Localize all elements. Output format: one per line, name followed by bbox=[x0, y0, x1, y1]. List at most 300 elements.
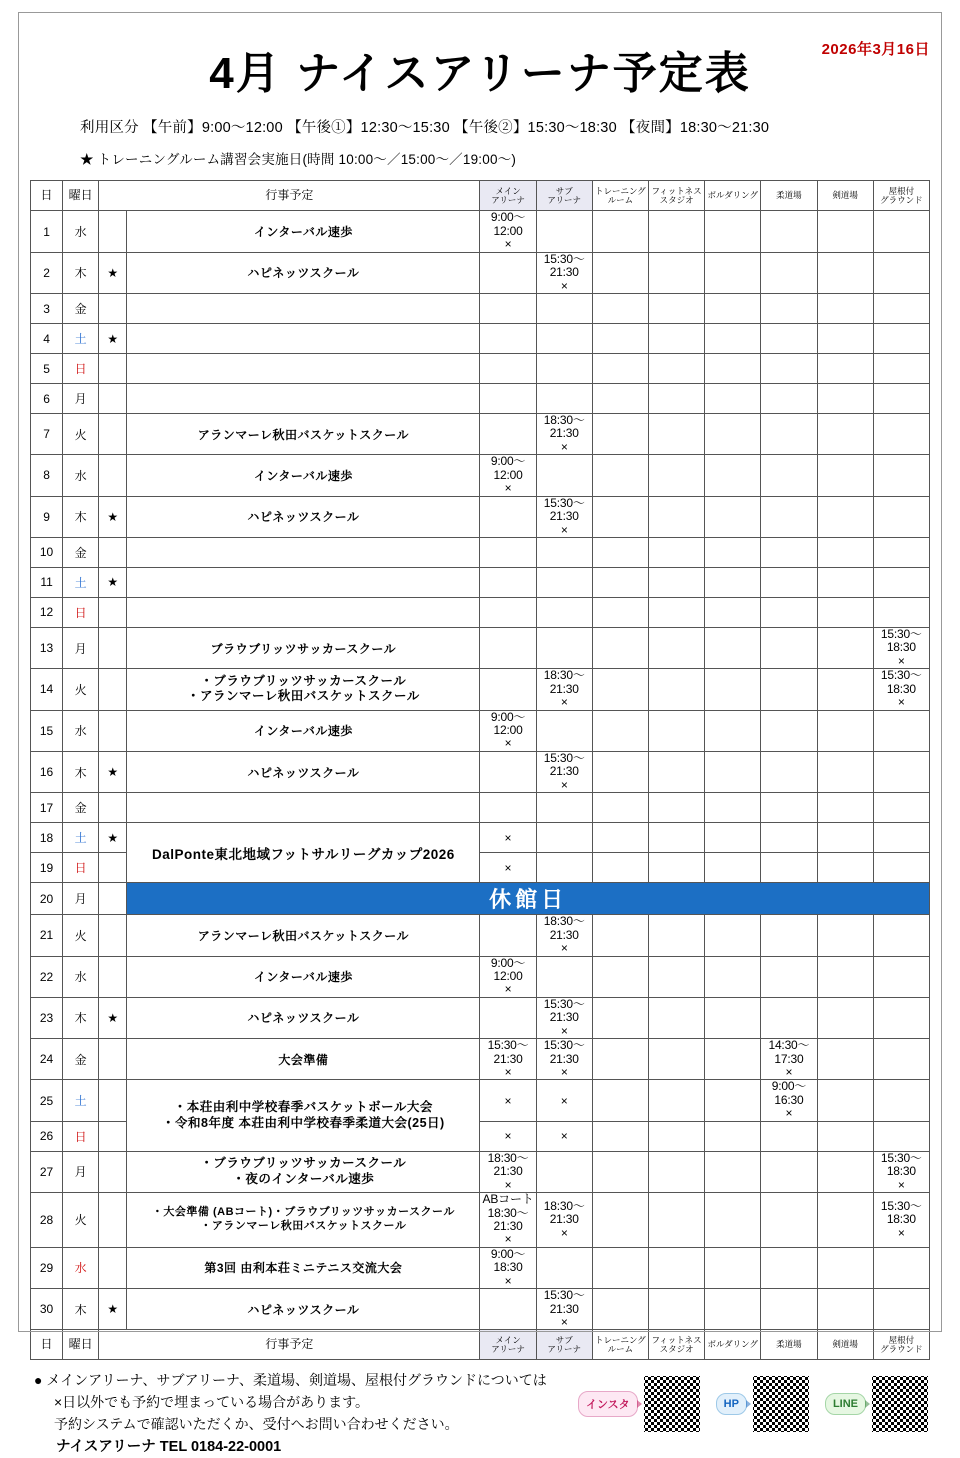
facility-cell bbox=[536, 537, 592, 567]
facility-cell bbox=[592, 710, 648, 751]
table-row bbox=[31, 294, 930, 324]
row-event: ハピネッツスクール bbox=[127, 1289, 480, 1330]
table-row bbox=[31, 1039, 930, 1080]
facility-cell bbox=[705, 537, 761, 567]
facility-cell bbox=[480, 751, 536, 792]
facility-cell bbox=[648, 997, 704, 1038]
facility-cell bbox=[536, 956, 592, 997]
row-dow: 土 bbox=[63, 567, 99, 597]
row-dow: 水 bbox=[63, 211, 99, 252]
facility-cell bbox=[873, 567, 929, 597]
row-star bbox=[99, 915, 127, 956]
facility-cell bbox=[592, 1247, 648, 1288]
row-event bbox=[127, 354, 480, 384]
facility-cell bbox=[873, 354, 929, 384]
facility-cell bbox=[705, 414, 761, 455]
facility-cell bbox=[536, 1151, 592, 1192]
facility-cell bbox=[648, 669, 704, 710]
row-dow: 金 bbox=[63, 294, 99, 324]
row-star bbox=[99, 710, 127, 751]
table-row bbox=[31, 710, 930, 751]
facility-cell bbox=[817, 793, 873, 823]
facility-cell bbox=[480, 997, 536, 1038]
row-star bbox=[99, 211, 127, 252]
row-star bbox=[99, 294, 127, 324]
facility-cell bbox=[480, 324, 536, 354]
table-row bbox=[31, 669, 930, 710]
table-header-row bbox=[31, 1330, 930, 1360]
facility-cell bbox=[648, 1039, 704, 1080]
facility-cell bbox=[817, 823, 873, 853]
row-day: 28 bbox=[31, 1193, 63, 1248]
facility-cell bbox=[648, 793, 704, 823]
row-dow: 土 bbox=[63, 823, 99, 853]
closed-day-banner: 休館日 bbox=[127, 883, 930, 915]
facility-cell: 18:30〜 21:30 × bbox=[536, 915, 592, 956]
facility-cell bbox=[873, 455, 929, 496]
facility-cell bbox=[648, 1080, 704, 1121]
table-row bbox=[31, 793, 930, 823]
facility-cell bbox=[761, 627, 817, 668]
facility-cell bbox=[592, 294, 648, 324]
facility-cell bbox=[592, 997, 648, 1038]
facility-cell bbox=[817, 1289, 873, 1330]
facility-cell bbox=[705, 1289, 761, 1330]
facility-cell bbox=[761, 1151, 817, 1192]
row-star bbox=[99, 455, 127, 496]
row-star bbox=[99, 627, 127, 668]
table-row bbox=[31, 324, 930, 354]
table-row bbox=[31, 751, 930, 792]
facility-cell bbox=[705, 751, 761, 792]
row-day: 13 bbox=[31, 627, 63, 668]
facility-cell bbox=[648, 496, 704, 537]
facility-cell bbox=[592, 627, 648, 668]
header-dow: 曜日 bbox=[63, 181, 99, 211]
table-row bbox=[31, 597, 930, 627]
facility-cell: 18:30〜 21:30 × bbox=[480, 1151, 536, 1192]
facility-cell: 9:00〜 16:30 × bbox=[761, 1080, 817, 1121]
facility-cell bbox=[817, 597, 873, 627]
note-line-2: ×日以外でも予約で埋まっている場合があります。 bbox=[54, 1394, 370, 1411]
facility-cell bbox=[761, 567, 817, 597]
table-header-row bbox=[31, 181, 930, 211]
row-event bbox=[127, 793, 480, 823]
facility-cell bbox=[705, 1247, 761, 1288]
facility-cell bbox=[817, 354, 873, 384]
facility-cell bbox=[761, 211, 817, 252]
facility-cell: 15:30〜 21:30 × bbox=[536, 997, 592, 1038]
facility-cell bbox=[592, 1039, 648, 1080]
facility-cell bbox=[873, 537, 929, 567]
row-day: 11 bbox=[31, 567, 63, 597]
row-dow: 金 bbox=[63, 1039, 99, 1080]
footer bbox=[30, 1370, 930, 1458]
facility-cell bbox=[536, 455, 592, 496]
facility-cell: 15:30〜 18:30 × bbox=[873, 669, 929, 710]
facility-cell bbox=[648, 1121, 704, 1151]
row-star bbox=[99, 537, 127, 567]
facility-cell bbox=[761, 294, 817, 324]
facility-cell bbox=[592, 537, 648, 567]
facility-cell bbox=[705, 354, 761, 384]
row-dow: 月 bbox=[63, 883, 99, 915]
facility-cell bbox=[705, 252, 761, 293]
row-dow: 金 bbox=[63, 793, 99, 823]
facility-cell bbox=[648, 915, 704, 956]
qr-code-icon[interactable] bbox=[642, 1374, 702, 1434]
table-row bbox=[31, 1151, 930, 1192]
facility-cell bbox=[705, 956, 761, 997]
row-day: 29 bbox=[31, 1247, 63, 1288]
row-day: 24 bbox=[31, 1039, 63, 1080]
facility-cell bbox=[648, 627, 704, 668]
facility-cell bbox=[817, 496, 873, 537]
facility-cell bbox=[873, 1039, 929, 1080]
row-event: ・ブラウブリッツサッカースクール ・夜のインターバル速歩 bbox=[127, 1151, 480, 1192]
facility-cell bbox=[648, 324, 704, 354]
facility-cell bbox=[873, 414, 929, 455]
facility-cell bbox=[480, 915, 536, 956]
facility-cell bbox=[536, 793, 592, 823]
row-event: インターバル速歩 bbox=[127, 956, 480, 997]
facility-cell bbox=[536, 1247, 592, 1288]
facility-cell bbox=[761, 853, 817, 883]
row-day: 27 bbox=[31, 1151, 63, 1192]
row-star: ★ bbox=[99, 751, 127, 792]
row-day: 9 bbox=[31, 496, 63, 537]
row-dow: 木 bbox=[63, 997, 99, 1038]
row-star bbox=[99, 669, 127, 710]
row-day: 7 bbox=[31, 414, 63, 455]
row-day: 2 bbox=[31, 252, 63, 293]
row-dow: 月 bbox=[63, 384, 99, 414]
facility-cell: 9:00〜 12:00 × bbox=[480, 710, 536, 751]
table-row bbox=[31, 1080, 930, 1121]
facility-cell bbox=[873, 793, 929, 823]
header-event: 行事予定 bbox=[99, 181, 480, 211]
row-event: ・本荘由利中学校春季バスケットボール大会 ・令和8年度 本荘由利中学校春季柔道大会(25日) bbox=[127, 1080, 480, 1151]
header-facility-1: メイン アリーナ bbox=[480, 181, 536, 211]
facility-cell bbox=[648, 384, 704, 414]
facility-cell bbox=[592, 751, 648, 792]
row-dow: 火 bbox=[63, 1193, 99, 1248]
facility-cell bbox=[705, 710, 761, 751]
header-day: 日 bbox=[31, 181, 63, 211]
facility-cell bbox=[705, 793, 761, 823]
header-facility-5: ボルダリング bbox=[705, 181, 761, 211]
facility-cell bbox=[705, 1121, 761, 1151]
facility-cell bbox=[592, 455, 648, 496]
facility-cell bbox=[592, 252, 648, 293]
facility-cell bbox=[817, 915, 873, 956]
facility-cell bbox=[817, 853, 873, 883]
row-star bbox=[99, 414, 127, 455]
row-star: ★ bbox=[99, 324, 127, 354]
facility-cell bbox=[873, 384, 929, 414]
table-row bbox=[31, 455, 930, 496]
facility-cell: 15:30〜 21:30 × bbox=[536, 252, 592, 293]
facility-cell bbox=[873, 1121, 929, 1151]
row-event: インターバル速歩 bbox=[127, 455, 480, 496]
header-facility-2: サブ アリーナ bbox=[536, 181, 592, 211]
row-dow: 木 bbox=[63, 252, 99, 293]
facility-cell bbox=[648, 455, 704, 496]
row-event: アランマーレ秋田バスケットスクール bbox=[127, 414, 480, 455]
row-dow: 土 bbox=[63, 324, 99, 354]
facility-cell bbox=[817, 324, 873, 354]
row-event bbox=[127, 384, 480, 414]
row-star bbox=[99, 1080, 127, 1121]
row-event: ハピネッツスクール bbox=[127, 751, 480, 792]
facility-cell bbox=[648, 1151, 704, 1192]
facility-cell: 18:30〜 21:30 × bbox=[536, 414, 592, 455]
row-star bbox=[99, 853, 127, 883]
facility-cell bbox=[648, 537, 704, 567]
table-row bbox=[31, 414, 930, 455]
row-day: 19 bbox=[31, 853, 63, 883]
facility-cell bbox=[592, 823, 648, 853]
facility-cell bbox=[817, 1039, 873, 1080]
row-event: ブラウブリッツサッカースクール bbox=[127, 627, 480, 668]
facility-cell bbox=[648, 567, 704, 597]
facility-cell bbox=[873, 823, 929, 853]
facility-cell bbox=[705, 455, 761, 496]
header-facility-7: 剣道場 bbox=[817, 181, 873, 211]
table-row bbox=[31, 1289, 930, 1330]
row-day: 17 bbox=[31, 793, 63, 823]
facility-cell bbox=[592, 853, 648, 883]
facility-cell bbox=[817, 384, 873, 414]
facility-cell: 15:30〜 18:30 × bbox=[873, 627, 929, 668]
facility-cell bbox=[817, 997, 873, 1038]
facility-cell bbox=[761, 384, 817, 414]
row-day: 15 bbox=[31, 710, 63, 751]
facility-cell: 9:00〜 12:00 × bbox=[480, 211, 536, 252]
header-facility-4: フィットネス スタジオ bbox=[648, 1330, 704, 1360]
facility-cell bbox=[480, 669, 536, 710]
facility-cell bbox=[873, 997, 929, 1038]
facility-cell bbox=[592, 915, 648, 956]
row-day: 18 bbox=[31, 823, 63, 853]
facility-cell bbox=[705, 294, 761, 324]
schedule-table bbox=[30, 180, 930, 1360]
facility-cell bbox=[536, 597, 592, 627]
facility-cell bbox=[761, 1289, 817, 1330]
row-event: ハピネッツスクール bbox=[127, 252, 480, 293]
facility-cell bbox=[592, 567, 648, 597]
facility-cell bbox=[761, 324, 817, 354]
header-event: 行事予定 bbox=[99, 1330, 480, 1360]
page-title: 4月 ナイスアリーナ予定表 bbox=[209, 49, 751, 98]
facility-cell bbox=[480, 384, 536, 414]
facility-cell: 18:30〜 21:30 × bbox=[536, 1193, 592, 1248]
header-facility-5: ボルダリング bbox=[705, 1330, 761, 1360]
facility-cell bbox=[761, 252, 817, 293]
facility-cell bbox=[761, 710, 817, 751]
facility-cell bbox=[705, 211, 761, 252]
row-day: 12 bbox=[31, 597, 63, 627]
table-row bbox=[31, 915, 930, 956]
table-row bbox=[31, 567, 930, 597]
facility-cell bbox=[648, 414, 704, 455]
facility-cell bbox=[536, 710, 592, 751]
facility-cell bbox=[873, 496, 929, 537]
facility-cell bbox=[648, 1289, 704, 1330]
row-dow: 水 bbox=[63, 1247, 99, 1288]
qr-code-icon[interactable] bbox=[751, 1374, 811, 1434]
row-day: 16 bbox=[31, 751, 63, 792]
facility-cell bbox=[480, 252, 536, 293]
facility-cell bbox=[761, 496, 817, 537]
header-dow: 曜日 bbox=[63, 1330, 99, 1360]
facility-cell bbox=[592, 384, 648, 414]
facility-cell bbox=[480, 597, 536, 627]
facility-cell bbox=[592, 211, 648, 252]
usage-division-note: 利用区分 【午前】9:00〜12:00 【午後①】12:30〜15:30 【午後②】15:30〜18:30 【夜間】18:30〜21:30 bbox=[80, 120, 770, 137]
facility-cell bbox=[761, 537, 817, 567]
issue-date: 2026年3月16日 bbox=[821, 41, 930, 58]
facility-cell bbox=[592, 1151, 648, 1192]
facility-cell bbox=[480, 294, 536, 324]
facility-cell bbox=[817, 537, 873, 567]
row-dow: 水 bbox=[63, 956, 99, 997]
facility-cell bbox=[873, 1289, 929, 1330]
facility-cell bbox=[592, 414, 648, 455]
facility-cell bbox=[873, 956, 929, 997]
facility-cell bbox=[480, 1289, 536, 1330]
facility-cell: 9:00〜 12:00 × bbox=[480, 455, 536, 496]
row-day: 30 bbox=[31, 1289, 63, 1330]
table-row bbox=[31, 211, 930, 252]
row-day: 23 bbox=[31, 997, 63, 1038]
facility-cell bbox=[536, 627, 592, 668]
row-dow: 日 bbox=[63, 1121, 99, 1151]
facility-cell bbox=[817, 294, 873, 324]
facility-cell bbox=[761, 823, 817, 853]
row-event: DalPonte東北地域フットサルリーグカップ2026 bbox=[127, 823, 480, 883]
facility-cell bbox=[648, 956, 704, 997]
facility-cell bbox=[761, 414, 817, 455]
header-facility-4: フィットネス スタジオ bbox=[648, 181, 704, 211]
facility-cell bbox=[480, 567, 536, 597]
facility-cell bbox=[705, 997, 761, 1038]
facility-cell bbox=[480, 793, 536, 823]
facility-cell bbox=[480, 537, 536, 567]
row-day: 8 bbox=[31, 455, 63, 496]
row-dow: 火 bbox=[63, 414, 99, 455]
row-event: ・大会準備 (ABコート)・ブラウブリッツサッカースクール ・アランマーレ秋田バスケットスクール bbox=[127, 1193, 480, 1248]
row-event: 第3回 由利本荘ミニテニス交流大会 bbox=[127, 1247, 480, 1288]
facility-cell bbox=[817, 414, 873, 455]
facility-cell bbox=[592, 597, 648, 627]
facility-cell: 15:30〜 21:30 × bbox=[480, 1039, 536, 1080]
qr-group-hp bbox=[716, 1374, 811, 1434]
facility-cell: × bbox=[480, 1080, 536, 1121]
facility-cell bbox=[817, 669, 873, 710]
row-day: 1 bbox=[31, 211, 63, 252]
facility-cell bbox=[817, 751, 873, 792]
row-event: ハピネッツスクール bbox=[127, 496, 480, 537]
row-event bbox=[127, 537, 480, 567]
facility-cell bbox=[592, 956, 648, 997]
facility-cell: × bbox=[480, 853, 536, 883]
facility-cell bbox=[817, 627, 873, 668]
row-event bbox=[127, 567, 480, 597]
row-star bbox=[99, 1247, 127, 1288]
header-facility-1: メイン アリーナ bbox=[480, 1330, 536, 1360]
row-day: 25 bbox=[31, 1080, 63, 1121]
facility-cell bbox=[705, 1080, 761, 1121]
facility-cell bbox=[536, 384, 592, 414]
facility-cell: 15:30〜 21:30 × bbox=[536, 751, 592, 792]
table-row bbox=[31, 537, 930, 567]
qr-label-hp: HP bbox=[716, 1393, 747, 1415]
note-line-3: 予約システムで確認いただくか、受付へお問い合わせください。 bbox=[54, 1415, 459, 1432]
facility-cell bbox=[817, 1247, 873, 1288]
header-facility-3: トレーニング ルーム bbox=[592, 181, 648, 211]
row-dow: 木 bbox=[63, 1289, 99, 1330]
row-dow: 火 bbox=[63, 669, 99, 710]
row-day: 22 bbox=[31, 956, 63, 997]
row-event: アランマーレ秋田バスケットスクール bbox=[127, 915, 480, 956]
facility-cell bbox=[873, 751, 929, 792]
facility-cell bbox=[592, 496, 648, 537]
row-dow: 日 bbox=[63, 853, 99, 883]
row-day: 26 bbox=[31, 1121, 63, 1151]
row-star bbox=[99, 1151, 127, 1192]
row-dow: 土 bbox=[63, 1080, 99, 1121]
row-dow: 月 bbox=[63, 1151, 99, 1192]
table-row bbox=[31, 384, 930, 414]
row-event bbox=[127, 597, 480, 627]
facility-cell bbox=[817, 1080, 873, 1121]
facility-cell bbox=[817, 710, 873, 751]
facility-cell bbox=[592, 1289, 648, 1330]
facility-cell bbox=[761, 751, 817, 792]
facility-cell bbox=[705, 669, 761, 710]
facility-cell bbox=[705, 915, 761, 956]
row-day: 20 bbox=[31, 883, 63, 915]
facility-cell bbox=[536, 354, 592, 384]
facility-cell bbox=[592, 1121, 648, 1151]
qr-code-icon[interactable] bbox=[870, 1374, 930, 1434]
row-event bbox=[127, 324, 480, 354]
facility-cell bbox=[761, 915, 817, 956]
facility-cell bbox=[873, 294, 929, 324]
row-star: ★ bbox=[99, 997, 127, 1038]
row-dow: 月 bbox=[63, 627, 99, 668]
row-day: 4 bbox=[31, 324, 63, 354]
facility-cell bbox=[480, 627, 536, 668]
facility-cell bbox=[480, 414, 536, 455]
facility-cell bbox=[873, 597, 929, 627]
header-facility-8: 屋根付 グラウンド bbox=[873, 181, 929, 211]
row-star: ★ bbox=[99, 567, 127, 597]
row-dow: 火 bbox=[63, 915, 99, 956]
facility-cell bbox=[536, 853, 592, 883]
facility-cell bbox=[873, 853, 929, 883]
facility-cell bbox=[592, 793, 648, 823]
row-event: ・ブラウブリッツサッカースクール ・アランマーレ秋田バスケットスクール bbox=[127, 669, 480, 710]
row-day: 3 bbox=[31, 294, 63, 324]
facility-cell bbox=[480, 354, 536, 384]
row-star bbox=[99, 597, 127, 627]
table-row bbox=[31, 883, 930, 915]
facility-cell bbox=[648, 823, 704, 853]
facility-cell: × bbox=[480, 823, 536, 853]
facility-cell bbox=[761, 997, 817, 1038]
